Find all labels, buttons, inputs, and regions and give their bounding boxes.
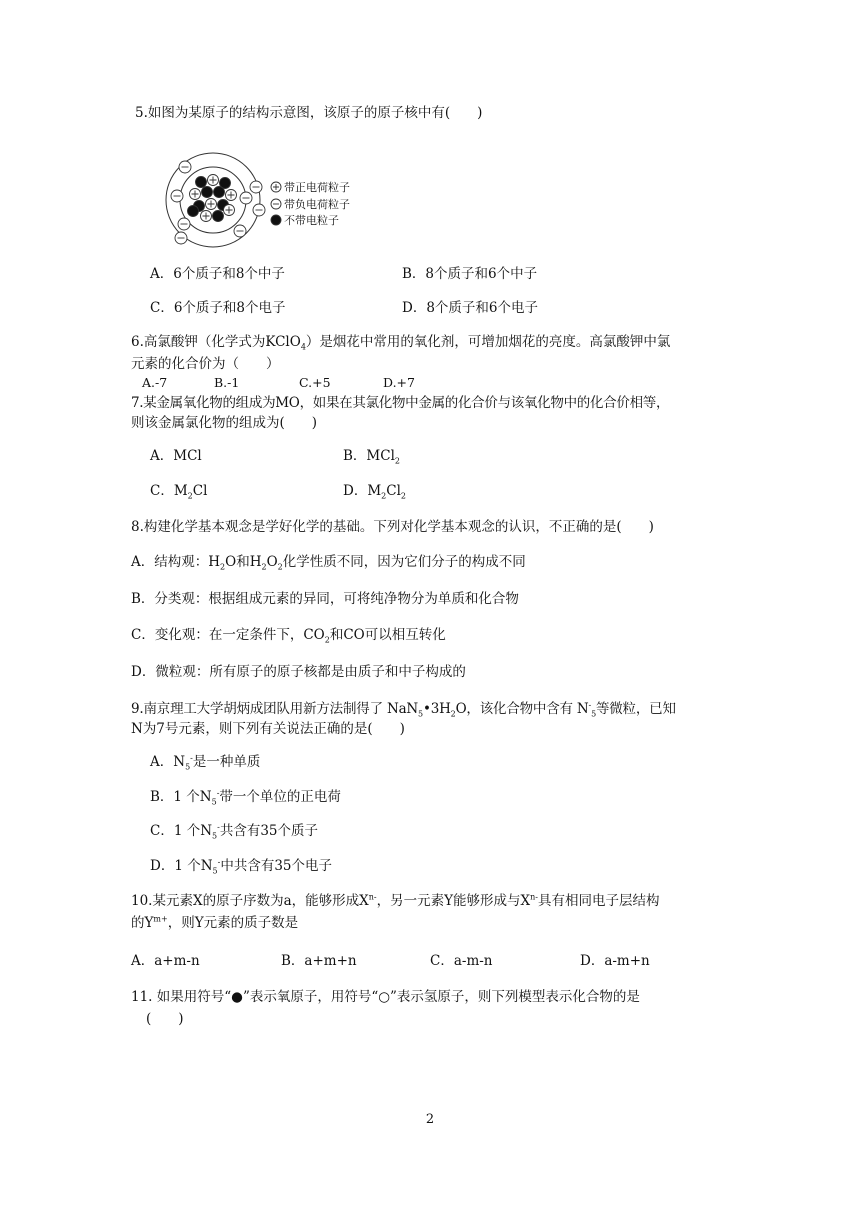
q7-option-c[interactable]: C．$M_2Cl$	[150, 483, 208, 501]
q6-option-a[interactable]: A.-7	[142, 375, 168, 390]
q9-option-c[interactable]: C．1 个$N_5^-$共含有35个质子	[150, 822, 319, 841]
q7-line2: 则该金属氯化物的组成为( )	[131, 415, 318, 431]
q8-option-d[interactable]: D．微粒观：所有原子的原子核都是由质子和中子构成的	[131, 664, 466, 680]
q7-option-b[interactable]: B．MCl$_2$	[343, 448, 400, 466]
q6-option-c[interactable]: C.+5	[299, 375, 331, 390]
page-number: 2	[425, 1112, 435, 1127]
q7-line1: 7.某金属氧化物的组成为MO，如果在其氯化物中金属的化合价与该氧化物中的化合价相等，	[131, 395, 670, 411]
q10-option-c[interactable]: C．a-m-n	[430, 953, 493, 969]
q9-line1: 9.南京理工大学胡炳成团队用新方法制得了 $NaN_5•3H_2O$，该化合物中含有 $N^-_5$等微粒，已知	[131, 700, 676, 719]
q7-option-a[interactable]: A．MCl	[150, 448, 202, 464]
q10-line2: 的$Y^{m+}$，则Y元素的质子数是	[131, 914, 299, 931]
q6-line1: 6.高氯酸钾（化学式为KClO$_4$）是烟花中常用的氧化剂，可增加烟花的亮度。高氯酸钾中氯	[131, 334, 671, 352]
q5-option-d[interactable]: D．8个质子和6个电子	[402, 300, 539, 316]
q6-line2: 元素的化合价为（ ）	[131, 356, 280, 372]
q6-option-d[interactable]: D.+7	[383, 375, 415, 390]
atom-structure-diagram	[163, 152, 363, 250]
legend-positive: 带正电荷粒子	[284, 181, 350, 194]
q8-option-a[interactable]: A．结构观：$H_2O$和$H_2O_2$化学性质不同，因为它们分子的构成不同	[131, 554, 526, 572]
q10-option-a[interactable]: A．a+m-n	[131, 953, 200, 969]
legend-negative: 带负电荷粒子	[284, 198, 350, 211]
q10-line1: 10.某元素X的原子序数为a，能够形成$X^{n-}$，另一元素Y能够形成与$X^{n-}$具有相同电子层结构	[131, 892, 660, 909]
q5-option-a[interactable]: A．6个质子和8个中子	[150, 266, 285, 282]
q8-option-c[interactable]: C．变化观：在一定条件下，$CO_2$和CO可以相互转化	[131, 627, 446, 645]
q9-option-b[interactable]: B．1 个$N_5^-$带一个单位的正电荷	[150, 788, 341, 807]
q5-stem: 5.如图为某原子的结构示意图，该原子的原子核中有( )	[135, 105, 483, 121]
legend-neutral: 不带电粒子	[284, 214, 339, 227]
q5-option-c[interactable]: C．6个质子和8个电子	[150, 300, 286, 316]
q9-option-d[interactable]: D．1 个$N_5^-$中共含有35个电子	[150, 857, 333, 876]
q9-option-a[interactable]: A．$N_5^-$是一种单质	[150, 753, 261, 772]
q11-line1: 11. 如果用符号“●”表示氧原子，用符号“○”表示氢原子，则下列模型表示化合物的是	[131, 989, 640, 1005]
q10-option-b[interactable]: B．a+m+n	[281, 953, 357, 969]
q6-option-b[interactable]: B.-1	[214, 375, 240, 390]
q5-option-b[interactable]: B．8个质子和6个中子	[402, 266, 538, 282]
q10-option-d[interactable]: D．a-m+n	[580, 953, 650, 969]
q11-line2: ( )	[146, 1011, 184, 1027]
q8-option-b[interactable]: B．分类观：根据组成元素的异同，可将纯净物分为单质和化合物	[131, 591, 519, 607]
q8-stem: 8.构建化学基本观念是学好化学的基础。下列对化学基本观念的认识，不正确的是( )	[131, 519, 654, 535]
q7-option-d[interactable]: D．$M_2Cl_2$	[343, 483, 406, 501]
q9-line2: N为7号元素，则下列有关说法正确的是( )	[131, 721, 405, 737]
